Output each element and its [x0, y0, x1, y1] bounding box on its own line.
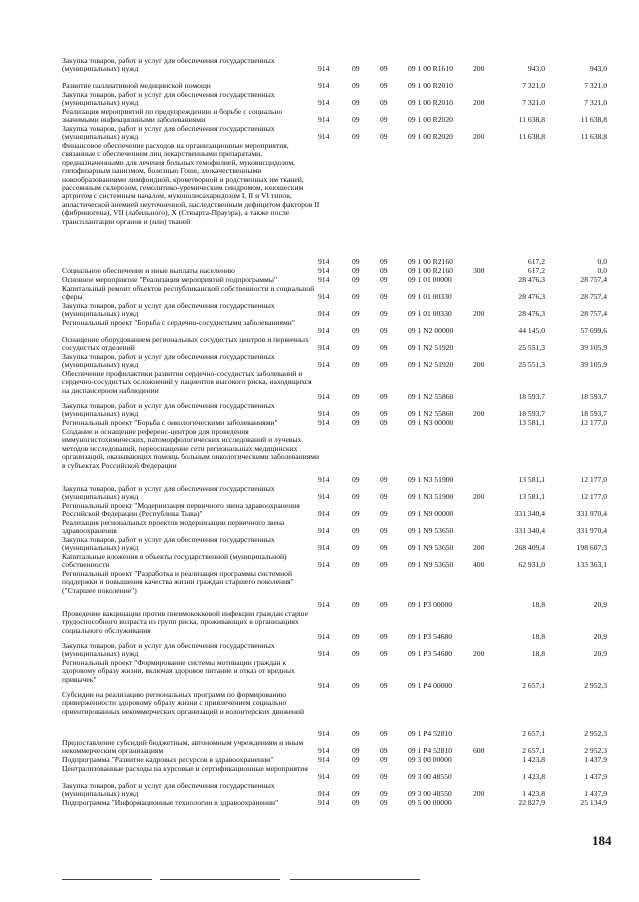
target-article-code: 09 1 00 R2010	[408, 81, 453, 90]
ministry-code: 914	[318, 729, 330, 738]
section-code: 09	[352, 418, 360, 427]
expense-type-code: 400	[473, 560, 485, 569]
row-description: Реализация региональных проектов модернизации первичного звена здравоохранения	[62, 518, 285, 536]
section-code: 09	[352, 772, 360, 781]
amount-year-2: 198 607,3	[576, 543, 607, 552]
target-article-code: 09 1 P4 00000	[408, 681, 453, 690]
row-description: Региональный проект "Борьба с сердечно-сосудистыми заболеваниями"	[62, 318, 295, 327]
table-row	[0, 691, 639, 739]
footer-rule	[290, 879, 420, 880]
amount-year-2: 28 757,4	[580, 292, 607, 301]
table-row	[0, 765, 639, 782]
row-description: Развитие паллиативной медицинской помощи	[62, 81, 211, 90]
subsection-code: 09	[380, 798, 388, 807]
subsection-code: 09	[380, 98, 388, 107]
ministry-code: 914	[318, 98, 330, 107]
row-description: Закупка товаров, работ и услуг для обеспечения государственных (муниципальных) нужд	[62, 301, 275, 319]
amount-year-1: 2 657,1	[522, 681, 545, 690]
amount-year-1: 28 476,3	[518, 275, 545, 284]
table-row	[0, 739, 639, 756]
row-description: Закупка товаров, работ и услуг для обеспечения государственных (муниципальных) нужд	[62, 401, 275, 419]
amount-year-2: 0,0	[597, 266, 607, 275]
section-code: 09	[352, 509, 360, 518]
amount-year-2: 7 321,0	[584, 81, 607, 90]
subsection-code: 09	[380, 309, 388, 318]
target-article-code: 09 3 00 00000	[408, 755, 452, 764]
amount-year-2: 2 952,3	[584, 729, 607, 738]
section-code: 09	[352, 755, 360, 764]
amount-year-2: 20,9	[593, 649, 607, 658]
target-article-code: 09 1 N9 00000	[408, 509, 454, 518]
amount-year-1: 268 409,4	[514, 543, 545, 552]
subsection-code: 09	[380, 409, 388, 418]
table-row	[0, 519, 639, 536]
section-code: 09	[352, 392, 360, 401]
amount-year-2: 11 638,8	[580, 132, 607, 141]
amount-year-1: 11 638,8	[518, 132, 545, 141]
ministry-code: 914	[318, 81, 330, 90]
table-row	[0, 502, 639, 519]
row-description: Оснащение оборудованием региональных сосудистых центров и первичных сосудистых отделений	[62, 335, 309, 353]
section-code: 09	[352, 526, 360, 535]
table-row	[0, 570, 639, 610]
subsection-code: 09	[380, 600, 388, 609]
table-row	[0, 782, 639, 799]
table-row	[0, 302, 639, 319]
amount-year-1: 7 321,0	[522, 98, 545, 107]
amount-year-2: 2 952,3	[584, 746, 607, 755]
section-code: 09	[352, 560, 360, 569]
row-description: Создание и оснащение референс-центров для проведения иммуногистохимических, патоморфологических исследований и лучевых методов исследований, переоснащение сети региональных медицинских организаций, оказывающих помощь больным онкологическими заболеваниями в субъектах Российской Федерации	[62, 427, 320, 470]
row-description: Финансовое обеспечение расходов на организационные мероприятия, связанные с обеспечением лиц лекарственными препаратами, предназначенными для лечения больных гемофилией, муковисцидозом, гипофизарным нанизмом, болезнью Гоше, злокачественными новообразованиями лимфоидной, кроветворной и родственных им тканей, рассеянным склерозом, гемолитико-уремическим синдромом, юношеским артритом с системным началом, мукополисахаридозом I, II и VI типов, апластической анемией неуточненной, наследственным дефицитом факторов II (фибриногена), VII (лабильного), X (Стюарта-Прауэра), а также после трансплантации органов и (или) тканей	[62, 141, 320, 226]
amount-year-1: 1 423,8	[522, 755, 545, 764]
row-description: Предоставление субсидий бюджетным, автономным учреждениям и иным некоммерческим организациям	[62, 738, 304, 756]
amount-year-1: 2 657,1	[522, 729, 545, 738]
table-row	[0, 536, 639, 553]
amount-year-2: 39 105,9	[580, 343, 607, 352]
amount-year-2: 331 970,4	[576, 509, 607, 518]
amount-year-2: 18 593,7	[580, 409, 607, 418]
ministry-code: 914	[318, 132, 330, 141]
section-code: 09	[352, 343, 360, 352]
row-description: Подпрограмма "Информационные технологии в здравоохранении"	[62, 798, 279, 807]
row-description: Субсидии на реализацию региональных программ по формированию приверженности здоровому образу жизни с привлечением социально ориентированных некоммерческих организаций и волонтерских движений	[62, 690, 305, 716]
ministry-code: 914	[318, 798, 330, 807]
amount-year-2: 20,9	[593, 600, 607, 609]
ministry-code: 914	[318, 492, 330, 501]
section-code: 09	[352, 789, 360, 798]
amount-year-1: 331 340,4	[514, 509, 545, 518]
subsection-code: 09	[380, 81, 388, 90]
subsection-code: 09	[380, 275, 388, 284]
ministry-code: 914	[318, 266, 330, 275]
amount-year-1: 13 581,1	[518, 492, 545, 501]
section-code: 09	[352, 475, 360, 484]
amount-year-1: 18,8	[531, 649, 545, 658]
target-article-code: 09 3 00 48550	[408, 772, 452, 781]
table-row	[0, 659, 639, 691]
section-code: 09	[352, 632, 360, 641]
target-article-code: 09 1 N2 00000	[408, 326, 454, 335]
target-article-code: 09 1 00 R1610	[408, 64, 453, 73]
table-row	[0, 125, 639, 142]
amount-year-2: 1 437,9	[584, 772, 607, 781]
section-code: 09	[352, 266, 360, 275]
ministry-code: 914	[318, 526, 330, 535]
ministry-code: 914	[318, 560, 330, 569]
target-article-code: 09 1 N3 51900	[408, 475, 454, 484]
amount-year-2: 28 757,4	[580, 309, 607, 318]
table-row	[0, 336, 639, 353]
row-description: Закупка товаров, работ и услуг для обеспечения государственных (муниципальных) нужд	[62, 56, 275, 74]
section-code: 09	[352, 360, 360, 369]
ministry-code: 914	[318, 309, 330, 318]
ministry-code: 914	[318, 275, 330, 284]
table-row	[0, 553, 639, 570]
subsection-code: 09	[380, 418, 388, 427]
target-article-code: 09 1 P3 54680	[408, 649, 453, 658]
row-description: Закупка товаров, работ и услуг для обеспечения государственных (муниципальных) нужд	[62, 124, 275, 142]
target-article-code: 09 1 N2 55860	[408, 392, 454, 401]
subsection-code: 09	[380, 392, 388, 401]
section-code: 09	[352, 543, 360, 552]
amount-year-1: 22 827,9	[518, 798, 545, 807]
table-row	[0, 57, 639, 74]
target-article-code: 09 1 00 R2010	[408, 98, 453, 107]
target-article-code: 09 1 01 00330	[408, 292, 452, 301]
amount-year-2: 331 970,4	[576, 526, 607, 535]
ministry-code: 914	[318, 392, 330, 401]
subsection-code: 09	[380, 64, 388, 73]
amount-year-2: 11 638,8	[580, 115, 607, 124]
subsection-code: 09	[380, 681, 388, 690]
subsection-code: 09	[380, 475, 388, 484]
section-code: 09	[352, 64, 360, 73]
target-article-code: 09 1 01 00330	[408, 309, 452, 318]
expense-type-code: 200	[473, 98, 485, 107]
subsection-code: 09	[380, 543, 388, 552]
row-description: Подпрограмма "Развитие кадровых ресурсов в здравоохранении"	[62, 755, 274, 764]
row-description: Капитальные вложения в объекты государственной (муниципальной) собственности	[62, 552, 287, 570]
table-row	[0, 108, 639, 125]
subsection-code: 09	[380, 257, 388, 266]
subsection-code: 09	[380, 509, 388, 518]
section-code: 09	[352, 326, 360, 335]
target-article-code: 09 1 N9 53650	[408, 526, 454, 535]
expense-type-code: 200	[473, 409, 485, 418]
row-description: Закупка товаров, работ и услуг для обеспечения государственных (муниципальных) нужд	[62, 535, 275, 553]
expense-type-code: 200	[473, 649, 485, 658]
amount-year-2: 7 321,0	[584, 98, 607, 107]
amount-year-1: 28 476,3	[518, 309, 545, 318]
row-description: Централизованные расходы на курсовые и сертификационные мероприятия	[62, 764, 308, 773]
amount-year-1: 331 340,4	[514, 526, 545, 535]
table-row	[0, 485, 639, 502]
amount-year-2: 133 363,1	[576, 560, 607, 569]
row-description: Закупка товаров, работ и услуг для обеспечения государственных (муниципальных) нужд	[62, 352, 275, 370]
amount-year-1: 13 581,1	[518, 475, 545, 484]
expense-type-code: 200	[473, 132, 485, 141]
section-code: 09	[352, 98, 360, 107]
amount-year-2: 12 177,0	[580, 418, 607, 427]
table-row	[0, 142, 639, 267]
amount-year-1: 617,2	[527, 266, 545, 275]
subsection-code: 09	[380, 266, 388, 275]
row-description: Региональный проект "Формирование системы мотивации граждан к здоровому образу жизни, включая здоровое питание и отказ от вредных привычек"	[62, 658, 295, 684]
amount-year-2: 39 105,9	[580, 360, 607, 369]
table-row	[0, 799, 639, 808]
subsection-code: 09	[380, 343, 388, 352]
ministry-code: 914	[318, 475, 330, 484]
amount-year-2: 1 437,9	[584, 755, 607, 764]
expense-type-code: 200	[473, 789, 485, 798]
ministry-code: 914	[318, 292, 330, 301]
section-code: 09	[352, 132, 360, 141]
amount-year-1: 18 593,7	[518, 392, 545, 401]
table-row	[0, 319, 639, 336]
subsection-code: 09	[380, 526, 388, 535]
subsection-code: 09	[380, 649, 388, 658]
expense-type-code: 200	[473, 309, 485, 318]
section-code: 09	[352, 115, 360, 124]
target-article-code: 09 1 N3 00000	[408, 418, 454, 427]
ministry-code: 914	[318, 789, 330, 798]
amount-year-1: 18 593,7	[518, 409, 545, 418]
ministry-code: 914	[318, 64, 330, 73]
section-code: 09	[352, 746, 360, 755]
subsection-code: 09	[380, 755, 388, 764]
subsection-code: 09	[380, 729, 388, 738]
row-description: Основное мероприятие "Реализация мероприятий подпрограммы"	[62, 275, 278, 284]
ministry-code: 914	[318, 257, 330, 266]
amount-year-1: 1 423,8	[522, 772, 545, 781]
expense-type-code: 200	[473, 360, 485, 369]
target-article-code: 09 1 00 R2160	[408, 266, 453, 275]
subsection-code: 09	[380, 115, 388, 124]
subsection-code: 09	[380, 789, 388, 798]
table-row	[0, 428, 639, 485]
row-description: Закупка товаров, работ и услуг для обеспечения государственных (муниципальных) нужд	[62, 641, 275, 659]
section-code: 09	[352, 649, 360, 658]
target-article-code: 09 1 N2 51920	[408, 360, 454, 369]
target-article-code: 09 5 00 00000	[408, 798, 452, 807]
ministry-code: 914	[318, 649, 330, 658]
subsection-code: 09	[380, 746, 388, 755]
row-description: Региональный проект "Борьба с онкологическими заболеваниями"	[62, 418, 278, 427]
subsection-code: 09	[380, 292, 388, 301]
ministry-code: 914	[318, 543, 330, 552]
amount-year-2: 28 757,4	[580, 275, 607, 284]
target-article-code: 09 1 P4 52810	[408, 746, 453, 755]
amount-year-2: 20,9	[593, 632, 607, 641]
subsection-code: 09	[380, 132, 388, 141]
ministry-code: 914	[318, 509, 330, 518]
subsection-code: 09	[380, 632, 388, 641]
table-row	[0, 353, 639, 370]
target-article-code: 09 1 00 R2020	[408, 115, 453, 124]
section-code: 09	[352, 681, 360, 690]
row-description: Закупка товаров, работ и услуг для обеспечения государственных (муниципальных) нужд	[62, 484, 275, 502]
target-article-code: 09 1 N9 53650	[408, 560, 454, 569]
amount-year-1: 7 321,0	[522, 81, 545, 90]
section-code: 09	[352, 292, 360, 301]
section-code: 09	[352, 600, 360, 609]
amount-year-1: 25 551,3	[518, 360, 545, 369]
section-code: 09	[352, 798, 360, 807]
table-row	[0, 370, 639, 402]
section-code: 09	[352, 275, 360, 284]
table-row	[0, 642, 639, 659]
section-code: 09	[352, 81, 360, 90]
row-description: Социальное обеспечение и иные выплаты населению	[62, 266, 235, 275]
subsection-code: 09	[380, 326, 388, 335]
amount-year-2: 12 177,0	[580, 492, 607, 501]
target-article-code: 09 1 00 R2160	[408, 257, 453, 266]
ministry-code: 914	[318, 681, 330, 690]
table-row	[0, 610, 639, 642]
ministry-code: 914	[318, 772, 330, 781]
amount-year-1: 943,0	[527, 64, 545, 73]
amount-year-1: 18,8	[531, 600, 545, 609]
amount-year-2: 57 699,6	[580, 326, 607, 335]
ministry-code: 914	[318, 418, 330, 427]
row-description: Региональный проект "Модернизация первичного звена здравоохранения Российской Федерации (Республика Тыва)"	[62, 501, 300, 519]
target-article-code: 09 1 N3 51900	[408, 492, 454, 501]
amount-year-1: 62 931,0	[518, 560, 545, 569]
amount-year-1: 28 476,3	[518, 292, 545, 301]
amount-year-2: 12 177,0	[580, 475, 607, 484]
target-article-code: 09 1 P4 52810	[408, 729, 453, 738]
amount-year-2: 0,0	[597, 257, 607, 266]
row-description: Обеспечение профилактики развития сердечно-сосудистых заболеваний и сердечно-сосудистых осложнений у пациентов высокого риска, находящихся на диспансерном наблюдении	[62, 369, 312, 395]
expense-type-code: 600	[473, 746, 485, 755]
section-code: 09	[352, 492, 360, 501]
amount-year-1: 13 581,1	[518, 418, 545, 427]
row-description: Проведение вакцинации против пневмококковой инфекции граждан старше трудоспособного возраста из групп риска, проживающих в организациях социального обслуживания	[62, 609, 308, 635]
amount-year-1: 25 551,3	[518, 343, 545, 352]
expense-type-code: 200	[473, 492, 485, 501]
row-description: Капитальный ремонт объектов республиканской собственности и социальной сферы	[62, 284, 315, 302]
table-row	[0, 402, 639, 419]
amount-year-2: 943,0	[589, 64, 607, 73]
subsection-code: 09	[380, 560, 388, 569]
expense-type-code: 300	[473, 266, 485, 275]
amount-year-1: 617,2	[527, 257, 545, 266]
footer-rule	[62, 879, 152, 880]
target-article-code: 09 1 N2 51920	[408, 343, 454, 352]
page-number: 184	[592, 833, 612, 848]
target-article-code: 09 1 P3 00000	[408, 600, 453, 609]
row-description: Региональный проект "Разработка и реализация программы системной поддержки и повышения качества жизни граждан старшего поколения" ("Старшее поколение")	[62, 569, 294, 595]
expense-type-code: 200	[473, 543, 485, 552]
amount-year-1: 44 145,0	[518, 326, 545, 335]
subsection-code: 09	[380, 772, 388, 781]
ministry-code: 914	[318, 755, 330, 764]
target-article-code: 09 3 00 48550	[408, 789, 452, 798]
table-row	[0, 285, 639, 302]
amount-year-2: 2 952,3	[584, 681, 607, 690]
amount-year-1: 1 423,8	[522, 789, 545, 798]
section-code: 09	[352, 257, 360, 266]
ministry-code: 914	[318, 409, 330, 418]
amount-year-1: 18,8	[531, 632, 545, 641]
ministry-code: 914	[318, 360, 330, 369]
section-code: 09	[352, 409, 360, 418]
ministry-code: 914	[318, 746, 330, 755]
ministry-code: 914	[318, 115, 330, 124]
target-article-code: 09 1 01 00000	[408, 275, 452, 284]
section-code: 09	[352, 309, 360, 318]
subsection-code: 09	[380, 492, 388, 501]
ministry-code: 914	[318, 326, 330, 335]
ministry-code: 914	[318, 632, 330, 641]
amount-year-2: 18 593,7	[580, 392, 607, 401]
table-row	[0, 91, 639, 108]
row-description: Закупка товаров, работ и услуг для обеспечения государственных (муниципальных) нужд	[62, 90, 275, 108]
ministry-code: 914	[318, 600, 330, 609]
target-article-code: 09 1 00 R2020	[408, 132, 453, 141]
row-description: Закупка товаров, работ и услуг для обеспечения государственных (муниципальных) нужд	[62, 781, 275, 799]
amount-year-1: 11 638,8	[518, 115, 545, 124]
amount-year-2: 25 134,9	[580, 798, 607, 807]
ministry-code: 914	[318, 343, 330, 352]
row-description: Реализация мероприятий по предупреждению и борьбе с социально значимыми инфекционными заболеваниями	[62, 107, 283, 125]
amount-year-2: 1 437,9	[584, 789, 607, 798]
subsection-code: 09	[380, 360, 388, 369]
amount-year-1: 2 657,1	[522, 746, 545, 755]
section-code: 09	[352, 729, 360, 738]
footer-rule	[160, 879, 280, 880]
target-article-code: 09 1 N2 55860	[408, 409, 454, 418]
expense-type-code: 200	[473, 64, 485, 73]
target-article-code: 09 1 N9 53650	[408, 543, 454, 552]
target-article-code: 09 1 P3 54680	[408, 632, 453, 641]
